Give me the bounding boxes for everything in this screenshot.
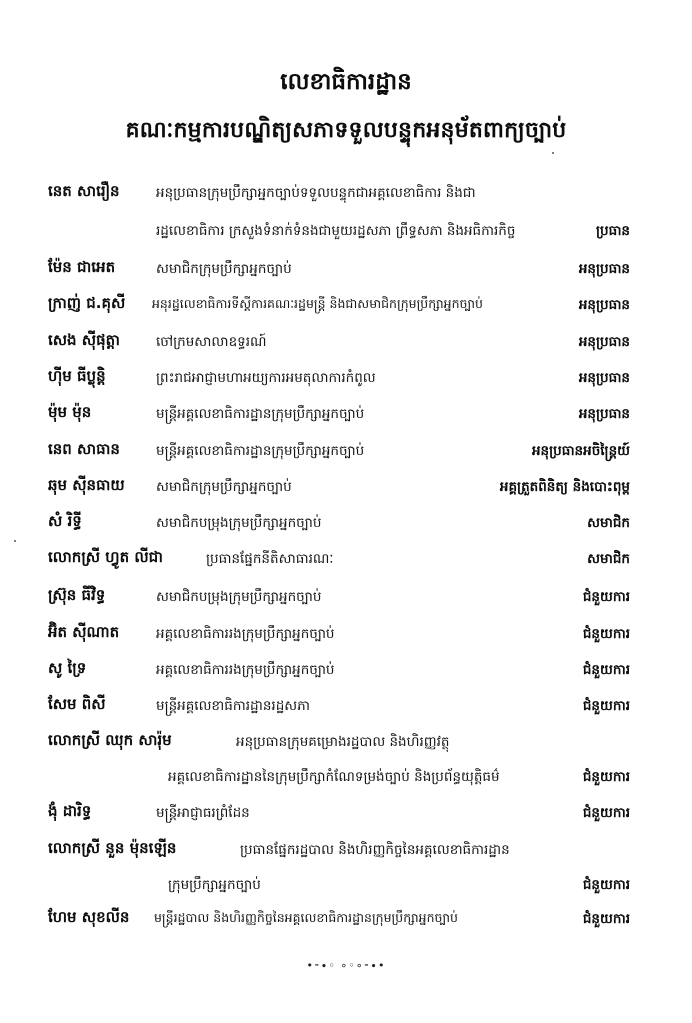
member-description: ប្រធានផ្នែករដ្ឋបាល និងហិរញ្ញកិច្ចនៃអគ្គលេខាធិការដ្ឋាន xyxy=(240,842,510,858)
member-name: ហែម សុខលីន xyxy=(48,908,130,926)
member-role: ជំនួយការ xyxy=(582,769,630,785)
member-role: អនុប្រធាន xyxy=(578,334,630,350)
member-role: ជំនួយការ xyxy=(582,626,630,642)
member-row xyxy=(0,254,692,288)
member-name: ស្រ៊ុន ធីវិទ្ធ xyxy=(48,586,106,604)
member-description: មន្ត្រីអាជ្ញាធរព្រំដែន xyxy=(156,805,250,821)
member-role: ជំនួយការ xyxy=(582,805,630,821)
member-role: អនុប្រធាន xyxy=(578,406,630,422)
member-description: មន្ត្រីអគ្គលេខាធិការដ្ឋានក្រុមប្រឹក្សាអ្នកច្បាប់ xyxy=(156,443,365,459)
member-role: អគ្គត្រួតពិនិត្យ និងបោះពុម្ព xyxy=(499,479,630,495)
member-name: លោកស្រី នួន ម៉ុនឡើន xyxy=(48,839,177,857)
member-description: អនុរដ្ឋលេខាធិការទីស្តីការគណៈរដ្ឋមន្ត្រី និងជាសមាជិកក្រុមប្រឹក្សាអ្នកច្បាប់ xyxy=(152,296,483,311)
member-row xyxy=(0,619,692,653)
member-name: ម៉ុម ម៉ុន xyxy=(48,403,92,421)
member-role: អនុប្រធាន xyxy=(578,370,630,386)
member-row xyxy=(0,399,692,433)
member-description: ចៅក្រមសាលាឧទ្ធរណ៍ xyxy=(156,334,267,350)
member-description-continued: អគ្គលេខាធិការដ្ឋាននៃក្រុមប្រឹក្សាកំណែទម្រង់ច្បាប់ និងប្រព័ន្ធយុត្តិធម៌ xyxy=(168,769,500,785)
member-row xyxy=(0,508,692,542)
scan-speck xyxy=(14,540,16,542)
member-role: ជំនួយការ xyxy=(582,911,630,927)
member-description: អនុប្រធានក្រុមគម្រោងរដ្ឋបាល និងហិរញ្ញវត្ថុ xyxy=(236,734,450,750)
member-row xyxy=(0,544,692,578)
member-row xyxy=(0,727,692,761)
member-name: ម៉ែន ជាអេត xyxy=(48,258,116,276)
member-description: ព្រះរាជអាជ្ញាមហាអយ្យការអមតុលាការកំពូល xyxy=(156,370,376,386)
member-row xyxy=(0,290,692,324)
member-description-continued: រដ្ឋលេខាធិការ ក្រសួងទំនាក់ទំនងជាមួយរដ្ឋសភា ព្រឹទ្ធសភា និងអធិការកិច្ច xyxy=(156,223,516,239)
member-name: នេត សារឿន xyxy=(48,182,120,200)
member-row xyxy=(0,582,692,616)
member-row-continuation xyxy=(0,216,692,250)
member-role: ជំនួយការ xyxy=(582,877,630,893)
member-row xyxy=(0,655,692,689)
member-name: លោកស្រី ហ្វូត លីជា xyxy=(48,548,163,566)
member-name: ងុំ ដារិទ្ធ xyxy=(48,802,92,820)
member-name: ហ៊ីម ធីប្លុន្តិ xyxy=(48,367,106,385)
member-description: សមាជិកបម្រុងក្រុមប្រឹក្សាអ្នកច្បាប់ xyxy=(156,589,322,605)
member-row xyxy=(0,327,692,361)
member-description: សមាជិកក្រុមប្រឹក្សាអ្នកច្បាប់ xyxy=(156,479,292,495)
member-role: អនុប្រធានអចិន្ត្រៃយ៍ xyxy=(531,443,630,459)
member-description: អនុប្រធានក្រុមប្រឹក្សាអ្នកច្បាប់ទទួលបន្ទុកជាអគ្គលេខាធិការ និងជា xyxy=(156,185,476,201)
member-row-continuation xyxy=(0,762,692,796)
member-row xyxy=(0,798,692,832)
member-row xyxy=(0,835,692,869)
page-title: លេខាធិការដ្ឋាន xyxy=(280,69,412,95)
member-role: អនុប្រធាន xyxy=(578,297,630,313)
member-name: សូ ទ្រៃ xyxy=(48,659,87,677)
member-name: ឆុម ស៊ីនធាយ xyxy=(48,476,125,494)
member-role: សមាជិក xyxy=(587,551,630,567)
footer-ornament: •⁃∙◦ ∘◦∘⁃∙• xyxy=(306,959,386,972)
member-description: មន្ត្រីអគ្គលេខាធិការដ្ឋានក្រុមប្រឹក្សាអ្នកច្បាប់ xyxy=(156,406,365,422)
scan-speck xyxy=(552,152,554,154)
member-role: អនុប្រធាន xyxy=(578,261,630,277)
member-name: សេង ស៊ីផុត្តា xyxy=(48,331,120,349)
member-name: ក្រាញ់ ជ.គុសី xyxy=(48,294,126,312)
member-description: សមាជិកក្រុមប្រឹក្សាអ្នកច្បាប់ xyxy=(156,261,292,277)
member-row xyxy=(0,691,692,725)
member-role: ជំនួយការ xyxy=(582,589,630,605)
member-name: លោកស្រី ឈុក សារ៉ុម xyxy=(48,731,172,749)
member-name: នេព សាធាន xyxy=(48,440,120,458)
member-role: ប្រធាន xyxy=(595,223,630,239)
member-row-continuation xyxy=(0,870,692,904)
member-name: សែម ពិសី xyxy=(48,695,106,713)
member-name: សំ រិទ្ធី xyxy=(48,512,82,530)
member-row xyxy=(0,904,692,938)
member-name: អ៊ិត ស៊ីណាត xyxy=(48,623,120,641)
member-description: មន្ត្រីអគ្គលេខាធិការដ្ឋានរដ្ឋសភា xyxy=(156,698,310,714)
member-row xyxy=(0,436,692,470)
page-subtitle: គណៈកម្មការបណ្ឌិត្យសភាទទួលបន្ទុកអនុម័តពាក្យច្បាប់ xyxy=(125,118,567,143)
member-role: ជំនួយការ xyxy=(582,698,630,714)
member-description: អគ្គលេខាធិការរងក្រុមប្រឹក្សាអ្នកច្បាប់ xyxy=(156,626,335,642)
member-description: មន្ត្រីរដ្ឋបាល និងហិរញ្ញកិច្ចនៃអគ្គលេខាធិការដ្ឋានក្រុមប្រឹក្សាអ្នកច្បាប់ xyxy=(154,910,458,925)
member-description: ប្រធានផ្នែកនីតិសាធារណៈ xyxy=(206,551,334,567)
member-role: ជំនួយការ xyxy=(582,662,630,678)
member-row xyxy=(0,472,692,506)
member-description: សមាជិកបម្រុងក្រុមប្រឹក្សាអ្នកច្បាប់ xyxy=(156,515,322,531)
member-description: អគ្គលេខាធិការរងក្រុមប្រឹក្សាអ្នកច្បាប់ xyxy=(156,662,335,678)
member-role: សមាជិក xyxy=(587,515,630,531)
member-description-continued: ក្រុមប្រឹក្សាអ្នកច្បាប់ xyxy=(168,877,261,893)
member-row xyxy=(0,363,692,397)
member-row xyxy=(0,178,692,212)
